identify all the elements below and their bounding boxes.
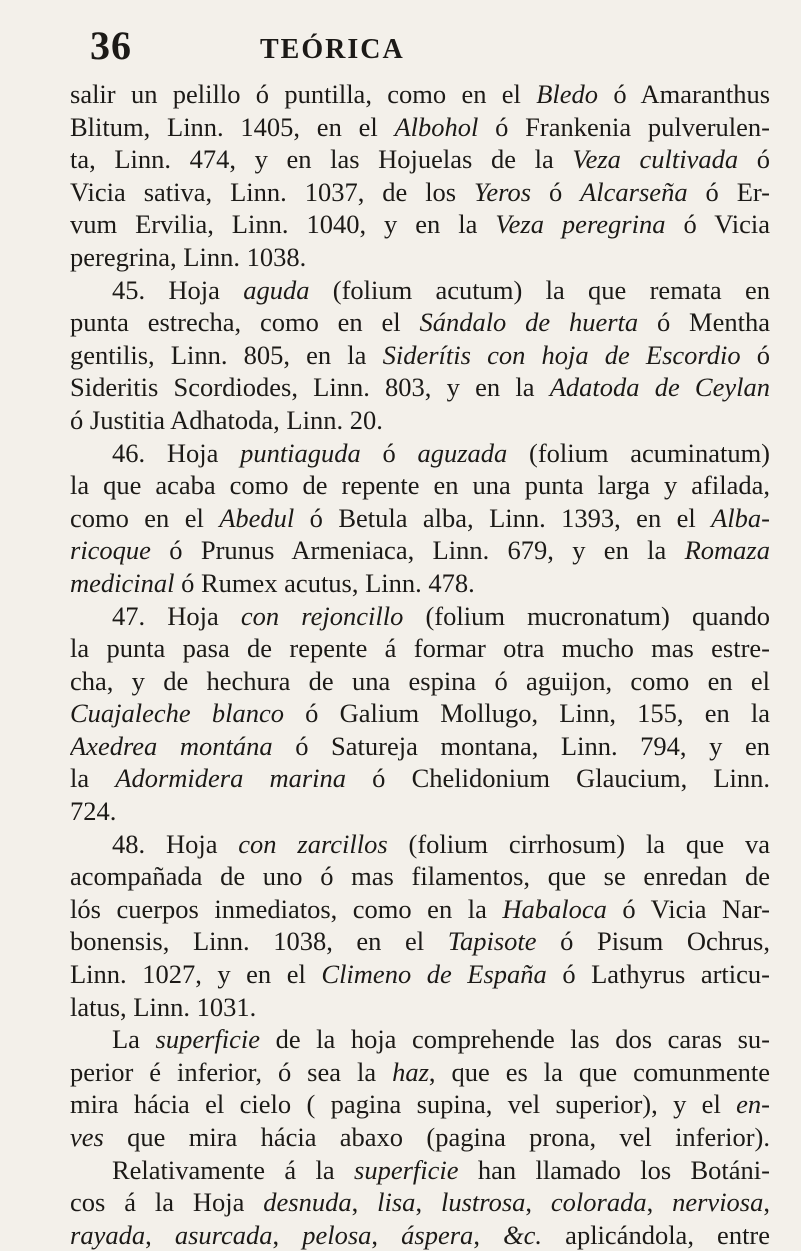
text-segment: ó Satureja montana, Linn. 794, y en [272,730,770,761]
text-line [70,534,770,567]
italic-term: Sándalo de huerta [419,307,639,338]
text-line [70,795,770,828]
body-text [70,78,770,1251]
text-segment: 724. [70,796,117,827]
text-segment: ó Chelidonium Glaucium, Linn. [346,763,770,794]
text-segment: cos á la Hoja [70,1187,264,1218]
text-segment: salir un pelillo ó puntilla, como en el [70,79,537,109]
text-segment: ó [360,437,418,468]
text-segment: latus, Linn. 1031. [70,991,257,1022]
text-segment: , que es la que comunmente [428,1056,770,1087]
italic-term: Habaloca [502,893,607,924]
text-segment: la [70,763,116,794]
text-segment: , [473,1219,504,1250]
text-segment: (folium mucronatum) quando [403,600,770,631]
italic-term: &c. [503,1219,543,1250]
text-line [70,274,770,307]
text-line [70,1121,770,1154]
text-segment: 45. Hoja [112,274,244,305]
text-line [70,567,770,600]
text-segment: perior é inferior, ó sea la [70,1056,393,1087]
italic-term: áspera [401,1219,474,1250]
text-line [70,893,770,926]
italic-term: haz [392,1056,429,1087]
text-segment: ó Betula alba, Linn. 1393, en el [294,502,712,533]
text-segment: , [763,1187,770,1218]
text-segment: ó Lathyrus articu- [546,959,770,990]
text-line [70,1023,770,1056]
text-segment: , [351,1187,378,1218]
italic-term: Adatoda de Ceylan [549,372,770,403]
text-segment: bonensis, Linn. 1038, en el [70,926,448,957]
text-segment: ó Prunus Armeniaca, Linn. 679, y en la [150,535,685,566]
text-line [70,665,770,698]
italic-term: superficie [354,1154,459,1185]
text-segment: Blitum, Linn. 1405, en el [70,111,395,142]
italic-term: superficie [155,1024,261,1055]
text-segment: , [646,1187,673,1218]
text-segment: ó [740,339,770,370]
text-segment: punta estrecha, como en el [70,307,420,338]
text-segment: 47. Hoja [112,600,241,631]
text-segment: ó Justitia Adhatoda, Linn. 20. [70,404,383,435]
text-segment: la que acaba como de repente en una punta larga y afilada, [70,470,770,501]
text-segment: han llamado los Botáni- [458,1154,770,1185]
text-segment: como en el [70,502,220,533]
italic-term: nerviosa [672,1187,764,1218]
text-segment: , [371,1219,402,1250]
italic-term: Veza peregrina [495,209,666,240]
text-segment: ta, Linn. 474, y en las Hojuelas de la [70,144,573,175]
text-segment: ó Frankenia pulverulen- [478,111,770,142]
italic-term: medicinal [70,567,175,598]
text-segment: cha, y de hechura de una espina ó aguijon, como en el [70,665,770,696]
italic-term: Climeno de España [321,959,547,990]
text-segment: ó Galium Mollugo, Linn, 155, en la [283,698,770,729]
italic-term: Siderítis con hoja de Escordio [382,339,741,370]
italic-term: Bledo [536,79,599,109]
text-line [70,1056,770,1089]
text-segment: la punta pasa de repente á formar otra mucho mas estre- [70,633,770,664]
text-line [70,339,770,372]
text-line [70,860,770,893]
text-segment: La [112,1024,156,1055]
text-segment: lós cuerpos inmediatos, como en la [70,893,503,924]
italic-term: aguzada [417,437,508,468]
italic-term: Abedul [219,502,295,533]
text-line [70,697,770,730]
text-segment: Sideritis Scordiodes, Linn. 803, y en la [70,372,550,403]
text-line [70,958,770,991]
text-line [70,143,770,176]
text-segment: Relativamente á la [112,1154,355,1185]
text-line [70,925,770,958]
text-line [70,730,770,763]
text-segment: que mira hácia abaxo (pagina prona, vel inferior). [103,1122,770,1152]
italic-term: Albohol [394,111,479,142]
italic-term: Tapisote [447,926,537,957]
text-line [70,1186,770,1219]
text-segment: ó Er- [687,176,770,207]
italic-term: Cuajaleche blanco [70,698,284,729]
text-segment: ó Vicia Nar- [606,893,770,924]
text-line [70,241,770,274]
running-head: TEÓRICA [260,34,405,65]
italic-term: Adormidera marina [115,763,347,794]
text-segment: acompañada de uno ó mas filamentos, que se enredan de [70,861,770,892]
text-segment: Linn. 1027, y en el [70,959,322,990]
italic-term: asurcada [174,1219,273,1250]
text-line [70,762,770,795]
text-line [70,208,770,241]
text-segment: Vicia sativa, Linn. 1037, de los [70,176,475,207]
text-segment: , [272,1219,303,1250]
text-line [70,991,770,1024]
italic-term: en- [736,1089,770,1120]
italic-term: Axedrea montána [70,730,273,761]
italic-term: lisa [377,1187,416,1218]
text-segment: (folium cirrhosum) la que va [387,828,770,859]
text-segment: ó Pisum Ochrus, [536,926,770,957]
text-line [70,78,770,111]
text-line [70,437,770,470]
italic-term: Alcarseña [580,176,688,207]
italic-term: Alba- [711,502,770,533]
text-segment: mira hácia el cielo ( pagina supina, vel superior), y el [70,1089,737,1120]
text-segment: ó Amaranthus [598,79,770,109]
text-line [70,502,770,535]
text-segment: vum Ervilia, Linn. 1040, y en la [70,209,496,240]
text-segment: ó Mentha [638,307,770,338]
text-line [70,600,770,633]
italic-term: colorada [550,1187,647,1218]
text-line [70,828,770,861]
text-line [70,469,770,502]
italic-term: desnuda [263,1187,352,1218]
text-segment: , [415,1187,441,1218]
text-segment: 48. Hoja [112,828,239,859]
page-number: 36 [90,23,132,68]
italic-term: Romaza [684,535,770,566]
text-line [70,1088,770,1121]
text-segment: ó Vicia [665,209,770,240]
italic-term: ves [70,1122,104,1152]
text-line [70,404,770,437]
italic-term: puntiaguda [240,437,361,468]
text-line [70,1154,770,1187]
text-line [70,306,770,339]
page-header [90,22,741,72]
text-segment: peregrina, Linn. 1038. [70,241,307,272]
text-line [70,176,770,209]
italic-term: con rejoncillo [240,600,404,631]
italic-term: Veza cultivada [572,144,739,175]
italic-term: Yeros [474,176,532,207]
text-segment: de la hoja comprehende las dos caras su- [260,1024,770,1055]
text-line [70,1219,770,1251]
text-segment: ó Rumex acutus, Linn. 478. [174,567,475,598]
text-line [70,371,770,404]
text-segment: gentilis, Linn. 805, en la [70,339,383,370]
italic-term: con zarcillos [238,828,388,859]
text-segment: , [525,1187,551,1218]
text-line [70,111,770,144]
italic-term: rayada [70,1219,146,1250]
text-segment: , [145,1219,175,1250]
text-segment: (folium acuminatum) [507,437,770,468]
text-segment: ó [738,144,770,175]
text-segment: ó [531,176,581,207]
text-line [70,632,770,665]
text-segment: (folium acutum) la que remata en [309,274,770,305]
italic-term: lustrosa [440,1187,526,1218]
text-segment: 46. Hoja [112,437,241,468]
text-segment: aplicándola, entre [542,1219,770,1250]
italic-term: pelosa [302,1219,372,1250]
italic-term: ricoque [70,535,151,566]
italic-term: aguda [243,274,310,305]
